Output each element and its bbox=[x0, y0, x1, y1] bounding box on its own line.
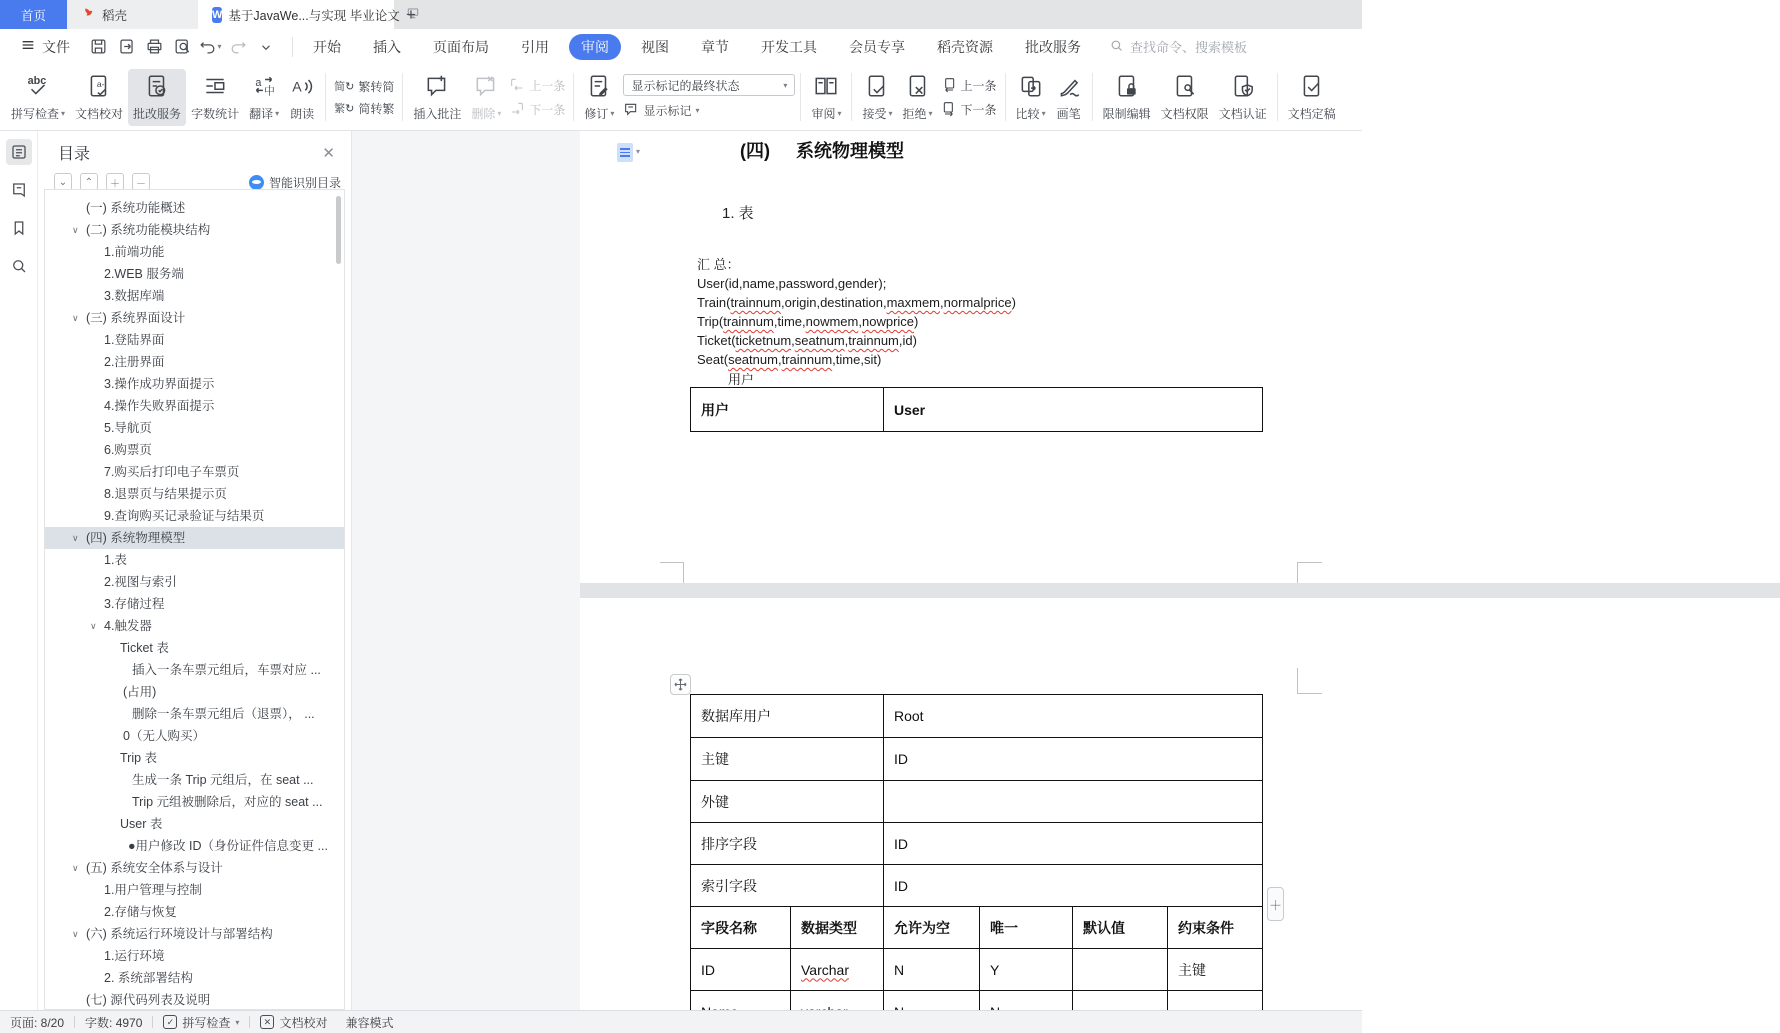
toc-item-label: 插入一条车票元组后，车票对应 ... bbox=[132, 663, 321, 677]
拒绝-button[interactable]: 拒绝 ▾ bbox=[898, 69, 938, 126]
tab-document[interactable] bbox=[198, 0, 400, 29]
toc-item[interactable] bbox=[45, 505, 344, 527]
toc-item[interactable] bbox=[45, 285, 344, 307]
table-cell[interactable]: Root bbox=[884, 695, 1263, 738]
review-ribbon-toolbar bbox=[0, 64, 1362, 131]
restrict-edit-icon bbox=[1114, 73, 1140, 102]
toc-item-label: 0（无人购买） bbox=[123, 729, 205, 743]
close-icon[interactable]: ✕ bbox=[322, 144, 335, 162]
文档定稿-button[interactable]: 文档定稿 bbox=[1283, 69, 1341, 126]
toc-panel-icon[interactable] bbox=[6, 139, 32, 165]
toc-item[interactable] bbox=[45, 483, 344, 505]
schema-line: Ticket(ticketnum,seatnum,trainnum,id) bbox=[697, 333, 917, 348]
wordcount-icon bbox=[202, 73, 228, 102]
table-cell[interactable] bbox=[1073, 949, 1168, 991]
toc-item-label: 4.触发器 bbox=[104, 619, 152, 633]
toc-panel-title: 目录 bbox=[58, 146, 91, 163]
table-cell[interactable]: Varchar bbox=[791, 949, 884, 991]
table-cell[interactable]: 外键 bbox=[691, 781, 884, 823]
schema-summary[interactable] bbox=[697, 255, 1016, 369]
toc-item[interactable] bbox=[45, 549, 344, 571]
table-cell[interactable]: 索引字段 bbox=[691, 865, 884, 907]
svg-text:A: A bbox=[292, 77, 302, 94]
menu-item[interactable]: 会员专享 bbox=[849, 38, 905, 55]
toc-item[interactable] bbox=[45, 681, 344, 703]
toc-item-label: 1.用户管理与控制 bbox=[104, 883, 202, 897]
删除-button[interactable]: 删除 ▾ bbox=[466, 69, 506, 126]
toc-item-label: 6.购票页 bbox=[104, 443, 152, 457]
search-placeholder: 查找命令、搜索模板 bbox=[1130, 40, 1248, 55]
menu-item[interactable]: 稻壳资源 bbox=[937, 38, 993, 55]
table-cell[interactable]: User bbox=[884, 388, 1263, 432]
toc-item[interactable] bbox=[45, 461, 344, 483]
toc-item[interactable] bbox=[45, 307, 344, 329]
undo-button[interactable]: ▾ bbox=[198, 35, 222, 59]
schema-line: Trip(trainnum,time,nowmem,nowprice) bbox=[697, 314, 919, 329]
toc-item[interactable] bbox=[45, 813, 344, 835]
margin-mark bbox=[1297, 693, 1322, 694]
status-bar bbox=[0, 1010, 1362, 1033]
spellcheck-icon bbox=[25, 73, 51, 102]
page-gap bbox=[580, 583, 1780, 598]
table-cell[interactable]: N bbox=[884, 949, 980, 991]
bookmark-icon[interactable] bbox=[6, 215, 32, 241]
section-heading[interactable]: (四) 系统物理模型 bbox=[740, 141, 904, 161]
customize-toolbar-button[interactable] bbox=[254, 35, 278, 59]
svg-text:a: a bbox=[255, 76, 262, 89]
toc-item[interactable] bbox=[45, 593, 344, 615]
menu-item[interactable]: 开发工具 bbox=[761, 38, 817, 55]
toc-item[interactable] bbox=[45, 219, 344, 241]
toc-item[interactable] bbox=[45, 725, 344, 747]
prev-change-icon bbox=[941, 76, 957, 95]
redo-button[interactable] bbox=[226, 35, 250, 59]
table-cell[interactable]: 数据类型 bbox=[791, 907, 884, 949]
toc-item[interactable] bbox=[45, 241, 344, 263]
delete-comment-icon bbox=[473, 73, 499, 102]
toc-scrollbar-thumb[interactable] bbox=[336, 196, 341, 264]
toc-item-label: 9.查询购买记录验证与结果页 bbox=[104, 509, 265, 523]
toc-item[interactable] bbox=[45, 571, 344, 593]
table-cell[interactable]: 允许为空 bbox=[884, 907, 980, 949]
chevron-down-icon: ▾ bbox=[636, 147, 641, 156]
toc-item[interactable] bbox=[45, 527, 344, 549]
toc-item[interactable] bbox=[45, 923, 344, 945]
toolbar-separator bbox=[1277, 73, 1278, 121]
table-caption[interactable]: 用户 bbox=[728, 372, 755, 387]
toc-item[interactable] bbox=[45, 351, 344, 373]
brush-icon bbox=[1056, 73, 1082, 102]
比较-button[interactable]: 比较 ▾ bbox=[1011, 69, 1051, 126]
toc-item[interactable] bbox=[45, 835, 344, 857]
word-count[interactable]: 字数: 4970 bbox=[85, 1015, 143, 1030]
table-cell[interactable]: 用户 bbox=[691, 388, 884, 432]
correction-icon bbox=[144, 73, 170, 102]
toc-item[interactable] bbox=[45, 395, 344, 417]
menu-item[interactable]: 审阅 bbox=[569, 34, 621, 60]
chevron-down-icon[interactable]: ∨ bbox=[72, 225, 79, 235]
限制编辑-button[interactable]: 限制编辑 bbox=[1098, 69, 1156, 126]
toc-panel bbox=[38, 131, 352, 1010]
table-cell[interactable]: Y bbox=[980, 949, 1073, 991]
toc-item[interactable] bbox=[45, 637, 344, 659]
schema-line: 汇 总： bbox=[697, 257, 740, 272]
chevron-down-icon[interactable]: ∨ bbox=[72, 533, 79, 543]
ai-toc-label: 智能识别目录 bbox=[268, 175, 341, 190]
toolbar-separator bbox=[573, 73, 574, 121]
toc-item-label: (一) 系统功能概述 bbox=[86, 201, 186, 215]
add-column-button[interactable]: ＋ bbox=[1267, 887, 1284, 921]
toc-item-label: (占用) bbox=[123, 685, 157, 699]
menu-item[interactable]: 引用 bbox=[521, 38, 549, 55]
find-icon[interactable] bbox=[6, 253, 32, 279]
toc-item-label: 1.登陆界面 bbox=[104, 333, 165, 347]
prev-comment-icon bbox=[509, 76, 525, 95]
page-indicator[interactable]: 页面: 8/20 bbox=[10, 1015, 65, 1030]
menu-item[interactable]: 开始 bbox=[313, 38, 341, 55]
table-cell[interactable]: 主键 bbox=[1168, 949, 1263, 991]
toc-list bbox=[44, 189, 345, 1010]
toc-item-label: 1.运行环境 bbox=[104, 949, 165, 963]
heading-collapse-icon[interactable] bbox=[617, 143, 633, 162]
toc-item-label: 生成一条 Trip 元组后，在 seat ... bbox=[132, 773, 314, 787]
table-move-handle-icon[interactable] bbox=[670, 674, 691, 695]
read-aloud-icon bbox=[289, 73, 315, 102]
toolbar-stack bbox=[331, 78, 397, 117]
朗读-button[interactable]: A 朗读 bbox=[284, 69, 320, 126]
margin-mark bbox=[1297, 668, 1298, 694]
hamburger-icon bbox=[20, 37, 36, 56]
menu-item[interactable]: 章节 bbox=[701, 38, 729, 55]
doc-permission-icon bbox=[1172, 73, 1198, 102]
toc-item-label: Ticket 表 bbox=[120, 641, 169, 655]
accept-icon bbox=[864, 73, 890, 102]
menu-separator bbox=[292, 37, 293, 57]
字数统计-button[interactable]: 字数统计 bbox=[186, 69, 244, 126]
toc-item-label: 2.注册界面 bbox=[104, 355, 165, 369]
拼写检查-button[interactable]: abc 拼写检查 ▾ bbox=[11, 74, 66, 121]
文档校对-button[interactable]: a- 文档校对 bbox=[70, 69, 128, 126]
toc-item[interactable] bbox=[45, 857, 344, 879]
translate-icon bbox=[251, 73, 277, 102]
toc-item-label: 1.前端功能 bbox=[104, 245, 165, 259]
上一条-button[interactable]: 上一条 bbox=[509, 76, 565, 95]
show-markup-button[interactable]: 显示标记 ▾ bbox=[623, 101, 795, 120]
toc-item[interactable] bbox=[45, 197, 344, 219]
文档认证-button[interactable]: 文档认证 bbox=[1214, 69, 1272, 126]
toc-item[interactable] bbox=[45, 901, 344, 923]
table-cell[interactable]: 约束条件 bbox=[1168, 907, 1263, 949]
schema-line: User(id,name,password,gender); bbox=[697, 276, 887, 291]
toc-item-label: 4.操作失败界面提示 bbox=[104, 399, 215, 413]
toolbar-separator bbox=[800, 73, 801, 121]
toc-item-label: Trip 元组被删除后，对应的 seat ... bbox=[132, 795, 323, 809]
toolbar-separator bbox=[402, 73, 403, 121]
table-cell[interactable] bbox=[884, 781, 1263, 823]
toc-item-label: ●用户修改 ID（身份证件信息变更 ... bbox=[128, 839, 328, 853]
margin-mark bbox=[1297, 562, 1298, 583]
side-icon-strip bbox=[0, 131, 38, 1010]
expand-all-icon[interactable]: ＋ bbox=[106, 173, 124, 191]
table-cell[interactable]: ID bbox=[884, 738, 1263, 781]
toolbar-stack bbox=[506, 76, 568, 119]
toc-item[interactable] bbox=[45, 769, 344, 791]
table-cell[interactable]: 排序字段 bbox=[691, 823, 884, 865]
toc-item-label: 3.存储过程 bbox=[104, 597, 165, 611]
document-area bbox=[352, 131, 1362, 1010]
toolbar-stack bbox=[938, 76, 1000, 119]
toc-item[interactable] bbox=[45, 945, 344, 967]
toc-item-label: 删除一条车票元组后（退票）， ... bbox=[132, 707, 315, 721]
toc-item-label: 1.表 bbox=[104, 553, 127, 567]
toc-item[interactable] bbox=[45, 615, 344, 637]
下一条-button[interactable]: 下一条 bbox=[509, 100, 565, 119]
export-button[interactable] bbox=[114, 35, 138, 59]
expand-item-icon[interactable]: ⌄ bbox=[54, 173, 72, 191]
quick-access-toolbar bbox=[86, 35, 278, 59]
接受-button[interactable]: 接受 ▾ bbox=[857, 69, 897, 126]
docer-flame-icon bbox=[81, 6, 96, 24]
char-fan-icon: 繁↻ bbox=[334, 103, 355, 115]
insert-comment-icon bbox=[424, 73, 450, 102]
chevron-down-icon[interactable]: ∨ bbox=[72, 313, 79, 323]
toolbar-separator bbox=[851, 73, 852, 121]
table-cell[interactable]: ID bbox=[691, 949, 791, 991]
user-table bbox=[690, 387, 1263, 432]
toc-item-label: 2. 系统部署结构 bbox=[104, 971, 193, 985]
compare-icon bbox=[1018, 73, 1044, 102]
margin-mark bbox=[1297, 562, 1322, 563]
翻译-button[interactable]: a 中 翻译 ▾ bbox=[244, 69, 284, 126]
window-tab-bar bbox=[0, 0, 1362, 29]
chevron-down-icon[interactable]: ∨ bbox=[72, 863, 79, 873]
table-cell[interactable]: ID bbox=[884, 823, 1263, 865]
command-search[interactable] bbox=[1109, 37, 1247, 56]
doc-certify-icon bbox=[1230, 73, 1256, 102]
ai-toc-button[interactable] bbox=[249, 174, 341, 191]
插入批注-button[interactable]: 插入批注 bbox=[408, 69, 466, 126]
toc-item-label: 5.导航页 bbox=[104, 421, 152, 435]
next-change-icon bbox=[941, 100, 957, 119]
print-preview-button[interactable] bbox=[170, 35, 194, 59]
schema-line: Train(trainnum,origin,destination,maxmem,normalprice) bbox=[697, 295, 1016, 310]
save-button[interactable] bbox=[86, 35, 110, 59]
markup-state-select[interactable]: 显示标记的最终状态 ▾ bbox=[623, 74, 795, 96]
繁转简-button[interactable]: 简↻ 繁转简 bbox=[334, 79, 395, 94]
toc-item-label: 2.视图与索引 bbox=[104, 575, 177, 589]
menu-item[interactable]: 页面布局 bbox=[433, 38, 489, 55]
margin-mark bbox=[660, 562, 683, 563]
toolbar-separator bbox=[1092, 73, 1093, 121]
svg-text:a-: a- bbox=[96, 78, 105, 89]
toc-item-label: (六) 系统运行环境设计与部署结构 bbox=[86, 927, 273, 941]
toc-item-label: 2.WEB 服务端 bbox=[104, 267, 184, 281]
下一条-button[interactable]: 下一条 bbox=[941, 100, 997, 119]
toc-tools bbox=[38, 164, 351, 191]
x-icon: ✕ bbox=[260, 1015, 274, 1029]
menu-bar bbox=[0, 29, 1362, 64]
table-cell[interactable]: 默认值 bbox=[1073, 907, 1168, 949]
tab-document-label: 基于JavaWe...与实现 毕业论文 bbox=[228, 8, 400, 23]
menu-item[interactable]: 批改服务 bbox=[1025, 38, 1081, 55]
menu-items bbox=[301, 34, 1093, 60]
new-tab-label: + bbox=[406, 4, 416, 24]
collapse-item-icon[interactable]: ⌃ bbox=[80, 173, 98, 191]
reject-icon bbox=[905, 73, 931, 102]
new-tab-button[interactable] bbox=[394, 0, 428, 29]
next-comment-icon bbox=[509, 100, 525, 119]
画笔-button[interactable]: 画笔 bbox=[1051, 69, 1087, 126]
toc-item-label: Trip 表 bbox=[120, 751, 158, 765]
margin-mark bbox=[683, 562, 684, 583]
审阅-button[interactable]: 审阅 ▾ bbox=[806, 69, 846, 126]
main-area bbox=[0, 131, 1362, 1010]
toolbar-separator bbox=[1005, 73, 1006, 121]
toc-item-label: (七) 源代码列表及说明 bbox=[86, 993, 211, 1007]
proofread-toggle[interactable]: ✕ 文档校对 bbox=[260, 1014, 327, 1031]
toolbar-separator bbox=[325, 73, 326, 121]
chevron-down-icon[interactable]: ∨ bbox=[72, 929, 79, 939]
toc-item-label: 8.退票页与结果提示页 bbox=[104, 487, 227, 501]
chevron-down-icon[interactable]: ∨ bbox=[90, 621, 97, 631]
doc-final-icon bbox=[1299, 73, 1325, 102]
table-cell[interactable]: ID bbox=[884, 865, 1263, 907]
menu-item[interactable]: 视图 bbox=[641, 38, 669, 55]
check-icon: ✓ bbox=[163, 1015, 177, 1029]
toc-item-label: 3.操作成功界面提示 bbox=[104, 377, 215, 391]
database-design-table bbox=[690, 694, 1263, 1033]
toc-item[interactable] bbox=[45, 703, 344, 725]
toc-item[interactable] bbox=[45, 439, 344, 461]
修订-button[interactable]: 修订 ▾ bbox=[579, 69, 619, 126]
markup-controls bbox=[623, 74, 795, 120]
track-changes-icon bbox=[586, 73, 612, 102]
table-cell[interactable]: 唯一 bbox=[980, 907, 1073, 949]
file-menu-button[interactable] bbox=[10, 37, 80, 57]
toc-item-label: (二) 系统功能模块结构 bbox=[86, 223, 211, 237]
toc-item[interactable] bbox=[45, 263, 344, 285]
collapse-all-icon[interactable]: － bbox=[132, 173, 150, 191]
review-pane-icon bbox=[813, 73, 839, 102]
toc-item-label: (四) 系统物理模型 bbox=[86, 531, 186, 545]
toc-item[interactable] bbox=[45, 989, 344, 1011]
schema-line: Seat(seatnum,trainnum,time,sit) bbox=[697, 352, 882, 367]
table-cell[interactable]: 数据库用户 bbox=[691, 695, 884, 738]
char-jian-icon: 简↻ bbox=[334, 81, 355, 93]
svg-text:中: 中 bbox=[264, 85, 275, 98]
toc-item-label: 7.购买后打印电子车票页 bbox=[104, 465, 240, 479]
toc-item[interactable] bbox=[45, 967, 344, 989]
简转繁-button[interactable]: 繁↻ 简转繁 bbox=[334, 101, 395, 116]
table-cell[interactable]: 字段名称 bbox=[691, 907, 791, 949]
toc-item[interactable] bbox=[45, 329, 344, 351]
toc-item-label: User 表 bbox=[120, 817, 163, 831]
tab-home-label: 首页 bbox=[20, 8, 46, 23]
print-button[interactable] bbox=[142, 35, 166, 59]
show-markup-icon bbox=[623, 101, 639, 120]
compat-mode-label: 兼容模式 bbox=[345, 1015, 394, 1030]
toc-item[interactable] bbox=[45, 373, 344, 395]
上一条-button[interactable]: 上一条 bbox=[941, 76, 997, 95]
ai-icon bbox=[249, 175, 264, 190]
文档权限-button[interactable]: 文档权限 bbox=[1156, 69, 1214, 126]
toc-item[interactable] bbox=[45, 417, 344, 439]
wps-writer-icon: W bbox=[212, 8, 223, 21]
spellcheck-toggle[interactable]: ✓ 拼写检查 ▾ bbox=[163, 1014, 239, 1031]
sub-heading[interactable]: 1. 表 bbox=[722, 205, 754, 222]
tab-docer[interactable] bbox=[67, 0, 198, 29]
proofread-icon bbox=[86, 73, 112, 102]
tab-docer-label: 稻壳 bbox=[102, 8, 128, 23]
toc-item-label: 3.数据库端 bbox=[104, 289, 165, 303]
toc-item-label: (五) 系统安全体系与设计 bbox=[86, 861, 223, 875]
table-cell[interactable]: 主键 bbox=[691, 738, 884, 781]
menu-item[interactable]: 插入 bbox=[373, 38, 401, 55]
tab-home[interactable] bbox=[0, 0, 67, 29]
批改服务-button[interactable]: 批改服务 bbox=[128, 69, 186, 126]
toc-item-label: 2.存储与恢复 bbox=[104, 905, 177, 919]
file-menu-label: 文件 bbox=[42, 38, 70, 55]
svg-text:abc: abc bbox=[27, 74, 47, 87]
outline-pane-icon[interactable] bbox=[6, 177, 32, 203]
search-icon bbox=[1109, 38, 1124, 56]
toc-item[interactable] bbox=[45, 791, 344, 813]
toc-item[interactable] bbox=[45, 879, 344, 901]
toc-item[interactable] bbox=[45, 747, 344, 769]
toc-item[interactable] bbox=[45, 659, 344, 681]
toc-item-label: (三) 系统界面设计 bbox=[86, 311, 186, 325]
